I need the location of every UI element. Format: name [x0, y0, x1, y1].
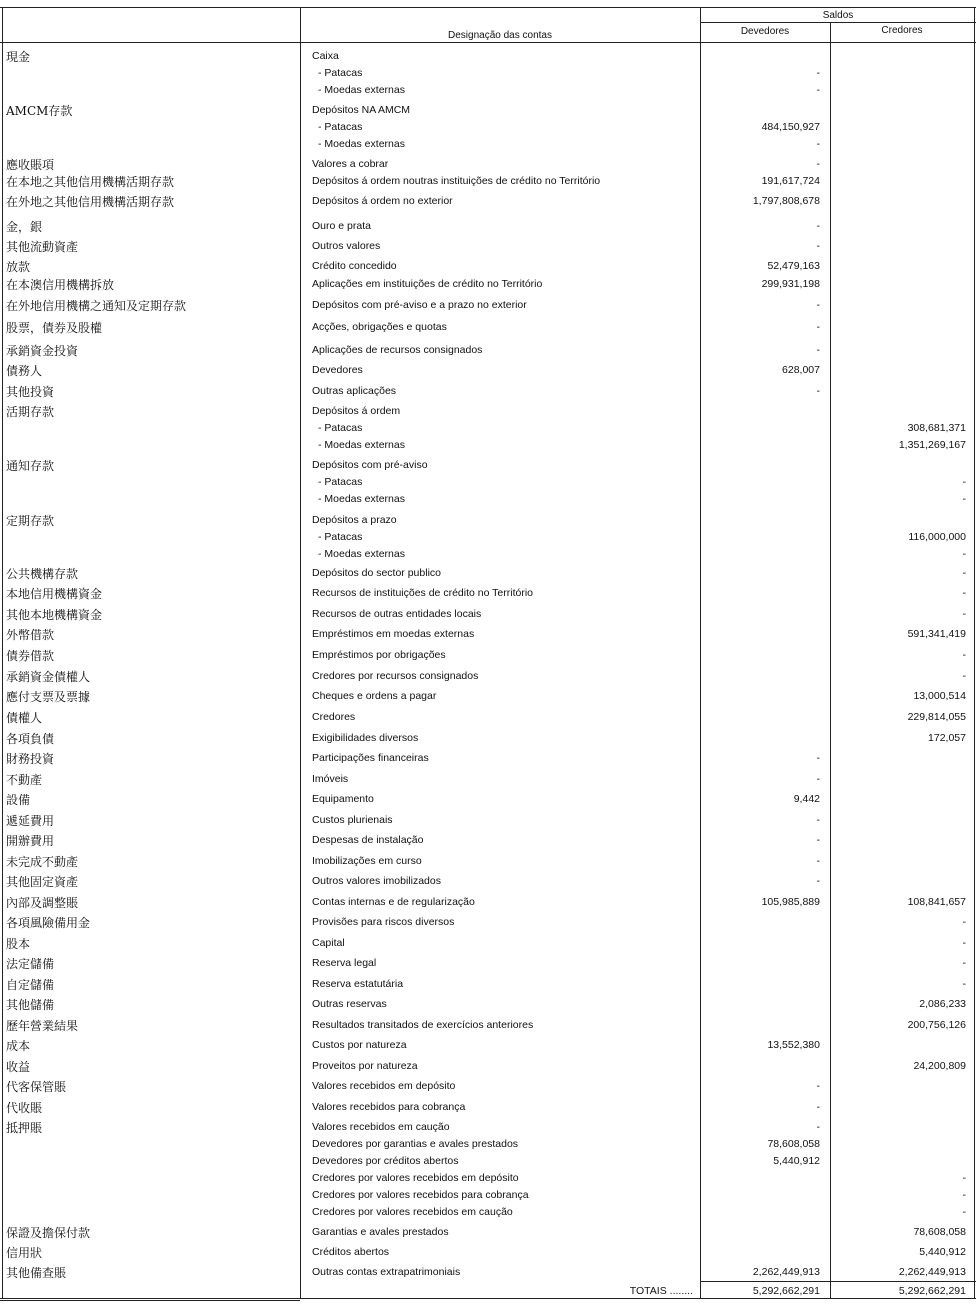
- balance-devedores: -: [816, 855, 820, 867]
- account-name-zh: 各項風險備用金: [6, 916, 91, 930]
- account-name-pt: Reserva legal: [312, 957, 377, 969]
- account-name-pt: Caixa: [312, 50, 339, 62]
- account-name-pt: Depósitos com pré-aviso e a prazo no exterior: [312, 299, 527, 311]
- balance-credores: -: [962, 957, 966, 969]
- balance-credores: 200,756,126: [907, 1019, 966, 1031]
- account-name-zh: 其他本地機構資金: [6, 608, 103, 622]
- balance-devedores: -: [816, 773, 820, 785]
- account-name-pt: Exigibilidades diversos: [312, 732, 419, 744]
- balance-credores: -: [962, 493, 966, 505]
- account-name-zh: 其他流動資產: [6, 240, 79, 254]
- balance-devedores: 484,150,927: [761, 121, 820, 133]
- account-name-pt: Equipamento: [312, 793, 374, 805]
- balance-credores: -: [962, 608, 966, 620]
- account-name-pt: Outras contas extrapatrimoniais: [312, 1266, 461, 1278]
- account-name-zh: 其他投資: [6, 385, 55, 399]
- balance-devedores: 628,007: [782, 364, 820, 376]
- balance-devedores: -: [816, 875, 820, 887]
- account-name-pt: Garantias e avales prestados: [312, 1226, 449, 1238]
- balance-credores: -: [962, 978, 966, 990]
- account-name-pt: Créditos abertos: [312, 1246, 390, 1258]
- account-name-pt: - Moedas externas: [318, 84, 405, 96]
- balance-credores: 229,814,055: [907, 711, 966, 723]
- right-border: [974, 7, 975, 1299]
- balance-devedores: 5,440,912: [773, 1155, 820, 1167]
- account-name-pt: Outras reservas: [312, 998, 387, 1010]
- balance-devedores: -: [816, 67, 820, 79]
- balance-devedores: -: [816, 240, 820, 252]
- account-name-zh: 債權人: [6, 711, 43, 725]
- balance-devedores: -: [816, 138, 820, 150]
- account-name-zh: 債務人: [6, 364, 43, 378]
- account-name-zh: AMCM存款: [6, 104, 73, 118]
- account-name-zh: 現金: [6, 50, 31, 64]
- account-name-zh: 活期存款: [6, 405, 55, 419]
- account-name-pt: Empréstimos por obrigações: [312, 649, 446, 661]
- header-designacao: Designação das contas: [448, 30, 552, 41]
- balance-devedores: 13,552,380: [767, 1039, 820, 1051]
- account-name-pt: Devedores por garantias e avales prestados: [312, 1138, 519, 1150]
- account-name-zh: 承銷資金投資: [6, 344, 79, 358]
- account-name-pt: - Patacas: [318, 121, 363, 133]
- balance-credores: 108,841,657: [907, 896, 966, 908]
- balance-credores: 308,681,371: [907, 422, 966, 434]
- account-name-pt: Depósitos NA AMCM: [312, 104, 411, 116]
- account-name-pt: Aplicações de recursos consignados: [312, 344, 483, 356]
- account-name-zh: 通知存款: [6, 459, 55, 473]
- account-name-pt: - Moedas externas: [318, 138, 405, 150]
- account-name-zh: 其他儲備: [6, 998, 55, 1012]
- totals-top-rule: [700, 1281, 976, 1282]
- balance-devedores: 9,442: [793, 793, 820, 805]
- account-name-zh: 法定儲備: [6, 957, 55, 971]
- account-name-zh: 不動產: [6, 773, 43, 787]
- balance-devedores: -: [816, 1121, 820, 1133]
- top-rule: [0, 7, 976, 8]
- balance-devedores: -: [816, 220, 820, 232]
- account-name-pt: Recursos de instituições de crédito no Território: [312, 587, 533, 599]
- account-name-pt: Reserva estatutária: [312, 978, 404, 990]
- account-name-pt: Provisões para riscos diversos: [312, 916, 455, 928]
- balance-devedores: -: [816, 1080, 820, 1092]
- balance-devedores: 78,608,058: [767, 1138, 820, 1150]
- account-name-zh: 金，銀: [6, 220, 43, 234]
- account-name-pt: Credores por valores recebidos em depósito: [312, 1172, 519, 1184]
- account-name-zh: 承銷資金債權人: [6, 670, 91, 684]
- balance-credores: 1,351,269,167: [898, 439, 966, 451]
- account-name-pt: Devedores: [312, 364, 363, 376]
- account-name-pt: Cheques e ordens a pagar: [312, 690, 437, 702]
- balance-credores: -: [962, 649, 966, 661]
- account-name-zh: 定期存款: [6, 514, 55, 528]
- account-name-pt: Outros valores imobilizados: [312, 875, 441, 887]
- account-name-zh: 開辦費用: [6, 834, 55, 848]
- account-name-pt: Participações financeiras: [312, 752, 429, 764]
- balance-credores: -: [962, 1189, 966, 1201]
- account-name-zh: 其他固定資產: [6, 875, 79, 889]
- account-name-zh: 外幣借款: [6, 628, 55, 642]
- account-name-pt: Valores recebidos para cobrança: [312, 1101, 466, 1113]
- bottom-rule-left: [0, 1300, 300, 1301]
- account-name-zh: 應付支票及票據: [6, 690, 91, 704]
- account-name-pt: Depósitos a prazo: [312, 514, 397, 526]
- account-name-zh: 設備: [6, 793, 31, 807]
- account-name-pt: Acções, obrigações e quotas: [312, 321, 447, 333]
- account-name-zh: 歷年營業結果: [6, 1019, 79, 1033]
- account-name-zh: 股票，債券及股權: [6, 321, 103, 335]
- account-name-zh: 代收賬: [6, 1101, 43, 1115]
- balance-devedores: 52,479,163: [767, 260, 820, 272]
- balance-credores: -: [962, 587, 966, 599]
- account-name-zh: 應收賬項: [6, 158, 55, 172]
- balance-credores: 2,262,449,913: [898, 1266, 966, 1278]
- account-name-zh: 在本地之其他信用機構活期存款: [6, 175, 175, 189]
- balance-credores: -: [962, 670, 966, 682]
- balance-devedores: 2,262,449,913: [752, 1266, 820, 1278]
- account-name-pt: Empréstimos em moedas externas: [312, 628, 475, 640]
- account-name-pt: Despesas de instalação: [312, 834, 424, 846]
- account-name-pt: Imobilizações em curso: [312, 855, 422, 867]
- account-name-pt: Depósitos com pré-aviso: [312, 459, 428, 471]
- account-name-zh: 成本: [6, 1039, 31, 1053]
- balance-credores: 2,086,233: [919, 998, 966, 1010]
- account-name-pt: - Moedas externas: [318, 493, 405, 505]
- account-name-pt: - Patacas: [318, 531, 363, 543]
- balance-credores: -: [962, 937, 966, 949]
- saldos-rule: [700, 22, 976, 23]
- account-name-pt: Resultados transitados de exercícios anteriores: [312, 1019, 534, 1031]
- balance-credores: 116,000,000: [908, 531, 966, 543]
- account-name-pt: - Patacas: [318, 476, 363, 488]
- balance-devedores: -: [816, 84, 820, 96]
- totals-credores: 5,292,662,291: [898, 1285, 966, 1297]
- account-name-zh: 自定儲備: [6, 978, 55, 992]
- account-name-zh: 內部及調整賬: [6, 896, 79, 910]
- balance-devedores: -: [816, 385, 820, 397]
- account-name-zh: 在外地信用機構之通知及定期存款: [6, 299, 187, 313]
- balance-credores: -: [962, 1206, 966, 1218]
- col-divider-2: [700, 7, 701, 1299]
- account-name-pt: Crédito concedido: [312, 260, 397, 272]
- account-name-zh: 公共機構存款: [6, 567, 79, 581]
- account-name-zh: 放款: [6, 260, 31, 274]
- balance-devedores: -: [816, 814, 820, 826]
- account-name-zh: 代客保管賬: [6, 1080, 67, 1094]
- balance-devedores: 1,797,808,678: [752, 195, 820, 207]
- account-name-zh: 遞延費用: [6, 814, 55, 828]
- col-divider-3: [830, 22, 831, 1299]
- balance-credores: 591,341,419: [907, 628, 966, 640]
- account-name-zh: 本地信用機構資金: [6, 587, 103, 601]
- account-name-pt: Depósitos á ordem noutras instituições de crédito no Território: [312, 175, 601, 187]
- account-name-pt: - Patacas: [318, 422, 363, 434]
- account-name-pt: Proveitos por natureza: [312, 1060, 418, 1072]
- account-name-pt: Depósitos á ordem no exterior: [312, 195, 453, 207]
- account-name-pt: - Moedas externas: [318, 548, 405, 560]
- account-name-pt: Valores recebidos em caução: [312, 1121, 450, 1133]
- balance-credores: 78,608,058: [913, 1226, 966, 1238]
- header-devedores: Devedores: [740, 26, 790, 37]
- balance-devedores: 299,931,198: [761, 278, 820, 290]
- header-credores: Credores: [881, 25, 923, 36]
- account-name-zh: 在外地之其他信用機構活期存款: [6, 195, 175, 209]
- account-name-pt: Valores recebidos em depósito: [312, 1080, 456, 1092]
- balance-devedores: -: [816, 834, 820, 846]
- account-name-pt: Credores por valores recebidos em caução: [312, 1206, 513, 1218]
- account-name-zh: 債券借款: [6, 649, 55, 663]
- account-name-zh: 財務投資: [6, 752, 55, 766]
- balance-credores: 5,440,912: [919, 1246, 966, 1258]
- balance-devedores: -: [816, 344, 820, 356]
- account-name-zh: 各項負債: [6, 732, 55, 746]
- account-name-pt: Imóveis: [312, 773, 349, 785]
- balance-credores: 24,200,809: [913, 1060, 966, 1072]
- account-name-pt: Custos por natureza: [312, 1039, 407, 1051]
- account-name-pt: Credores por recursos consignados: [312, 670, 479, 682]
- account-name-pt: Custos plurienais: [312, 814, 393, 826]
- account-name-zh: 股本: [6, 937, 31, 951]
- header-saldos: Saldos: [822, 10, 854, 21]
- account-name-zh: 收益: [6, 1060, 31, 1074]
- account-name-pt: - Moedas externas: [318, 439, 405, 451]
- account-name-pt: Valores a cobrar: [312, 158, 389, 170]
- col-divider-1: [300, 7, 301, 1299]
- balance-devedores: 191,617,724: [761, 175, 820, 187]
- totals-label: TOTAIS ........: [629, 1285, 693, 1297]
- account-name-zh: 在本澳信用機構拆放: [6, 278, 115, 292]
- left-border: [2, 7, 3, 1299]
- account-name-pt: Credores: [312, 711, 356, 723]
- account-name-pt: Depósitos á ordem: [312, 405, 401, 417]
- balance-credores: -: [962, 916, 966, 928]
- account-name-zh: 信用狀: [6, 1246, 43, 1260]
- account-name-pt: Aplicações em instituições de crédito no Território: [312, 278, 543, 290]
- account-name-pt: Credores por valores recebidos para cobrança: [312, 1189, 529, 1201]
- totals-devedores: 5,292,662,291: [752, 1285, 820, 1297]
- balance-devedores: -: [816, 299, 820, 311]
- balance-credores: -: [962, 567, 966, 579]
- account-name-pt: Recursos de outras entidades locais: [312, 608, 482, 620]
- account-name-pt: Capital: [312, 937, 345, 949]
- account-name-pt: Ouro e prata: [312, 220, 371, 232]
- balance-devedores: -: [816, 1101, 820, 1113]
- account-name-pt: Depósitos do sector publico: [312, 567, 441, 579]
- balance-devedores: -: [816, 158, 820, 170]
- balance-credores: -: [962, 476, 966, 488]
- balance-credores: 13,000,514: [913, 690, 966, 702]
- account-name-pt: Outros valores: [312, 240, 381, 252]
- account-name-pt: Contas internas e de regularização: [312, 896, 475, 908]
- balance-devedores: -: [816, 752, 820, 764]
- balance-credores: -: [962, 1172, 966, 1184]
- account-name-zh: 保證及擔保付款: [6, 1226, 91, 1240]
- account-name-pt: Devedores por créditos abertos: [312, 1155, 459, 1167]
- account-name-zh: 抵押賬: [6, 1121, 43, 1135]
- balance-credores: -: [962, 548, 966, 560]
- balance-devedores: -: [816, 321, 820, 333]
- account-name-pt: - Patacas: [318, 67, 363, 79]
- balance-credores: 172,057: [928, 732, 966, 744]
- account-name-zh: 未完成不動產: [6, 855, 79, 869]
- account-name-pt: Outras aplicações: [312, 385, 397, 397]
- balance-devedores: 105,985,889: [761, 896, 820, 908]
- account-name-zh: 其他備查賬: [6, 1266, 67, 1280]
